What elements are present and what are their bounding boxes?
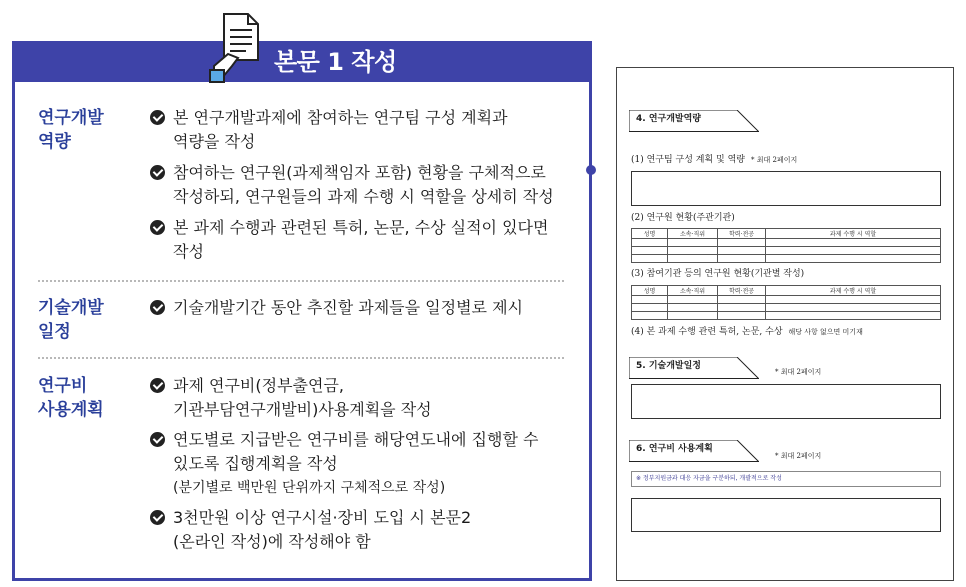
- check-circle-icon: [150, 432, 165, 447]
- form-tab-capability: 4. 연구개발역량: [629, 110, 759, 132]
- section-label-capability: 연구개발 역량: [38, 108, 104, 152]
- section-label-schedule: 기술개발 일정: [38, 298, 104, 342]
- check-circle-icon: [150, 110, 165, 125]
- budget-subnote: (분기별로 백만원 단위까지 구체적으로 작성): [173, 480, 446, 496]
- form-tab6-note: * 최대 2페이지: [775, 452, 822, 460]
- bullet-item: 본 연구개발과제에 참여하는 연구팀 구성 계획과 역량을 작성: [150, 106, 580, 154]
- check-circle-icon: [150, 220, 165, 235]
- document-hand-icon: [208, 8, 264, 84]
- form-item-4: (4) 본 과제 수행 관련 특허, 논문, 수상 해당 사항 없으면 미기재: [631, 327, 863, 337]
- bullet-item: 연도별로 지급받은 연구비를 해당연도내에 집행할 수 있도록 집행계획을 작성 (분기별로 백만원 단위까지 구체적으로 작성): [150, 428, 580, 500]
- form-preview: [616, 67, 954, 581]
- bullet-item: 기술개발기간 동안 추진할 과제들을 일정별로 제시: [150, 296, 580, 320]
- bullet-item: 과제 연구비(정부출연금, 기관부담연구개발비)사용계획을 작성: [150, 374, 580, 422]
- check-circle-icon: [150, 378, 165, 393]
- section-label-budget: 연구비 사용계획: [38, 376, 104, 420]
- form-warning-note: ※ 정부지원금과 대응 자금을 구분하되, 개괄적으로 작성: [631, 471, 941, 487]
- form-table-staff: 성명 소속·직위 학력·전공 과제 수행 시 역할: [631, 228, 941, 263]
- form-table-partner: 성명 소속·직위 학력·전공 과제 수행 시 역할: [631, 285, 941, 320]
- bullet-item: 3천만원 이상 연구시설·장비 도입 시 본문2 (온라인 작성)에 작성해야 함: [150, 506, 580, 554]
- check-circle-icon: [150, 300, 165, 315]
- check-circle-icon: [150, 165, 165, 180]
- connector-line: [590, 162, 592, 578]
- form-item-3: (3) 참여기관 등의 연구원 현황(기관별 작성): [631, 269, 805, 279]
- form-textbox: [631, 171, 941, 206]
- form-tab-schedule: 5. 기술개발일정: [629, 357, 759, 379]
- form-tab5-note: * 최대 2페이지: [775, 368, 822, 376]
- bullet-item: 참여하는 연구원(과제책임자 포함) 현황을 구체적으로 작성하되, 연구원들의 과제 수행 시 역할을 상세히 작성: [150, 161, 580, 209]
- form-textbox: [631, 384, 941, 419]
- form-tab-budget: 6. 연구비 사용계획: [629, 440, 759, 462]
- check-circle-icon: [150, 510, 165, 525]
- bullet-item: 본 과제 수행과 관련된 특허, 논문, 수상 실적이 있다면 작성: [150, 216, 580, 264]
- form-item-2: (2) 연구원 현황(주관기관): [631, 213, 735, 223]
- guide-title: 본문 1 작성: [274, 48, 397, 76]
- section-divider: [38, 357, 564, 359]
- connector-dot: [586, 165, 596, 175]
- form-textbox: [631, 498, 941, 532]
- section-divider: [38, 280, 564, 282]
- form-item-1: (1) 연구팀 구성 계획 및 역량 * 최대 2페이지: [631, 155, 798, 165]
